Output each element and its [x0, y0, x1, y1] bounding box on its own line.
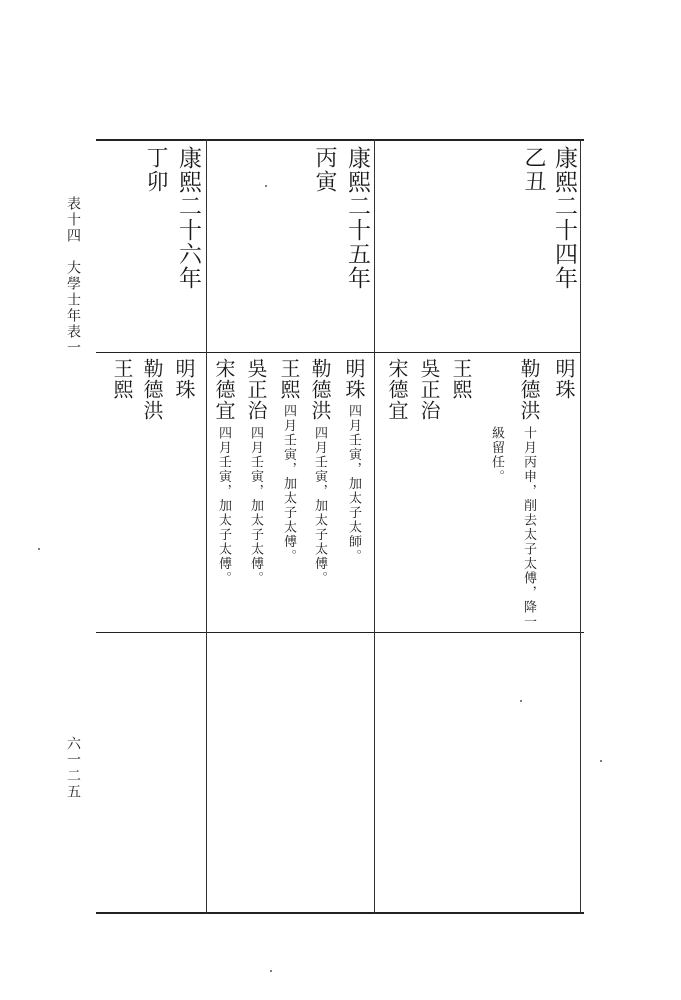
official-name: 勒德洪	[140, 358, 164, 421]
year-row-rule-2	[207, 352, 374, 353]
official-name: 吳正治	[244, 358, 268, 421]
official-note: 四月壬寅，加太子太傅。	[281, 404, 296, 564]
year-label: 康熙二十四年	[551, 146, 577, 290]
official-name: 吳正治	[417, 358, 441, 421]
year-label: 康熙二十五年	[344, 146, 370, 290]
official-name: 王熙	[449, 358, 473, 400]
official-name: 明珠	[552, 358, 576, 400]
official-note: 四月壬寅，加太子太傅。	[312, 426, 327, 586]
table-bottom-rule	[96, 912, 584, 914]
scan-speck	[270, 970, 272, 972]
scan-speck	[520, 700, 522, 702]
year-row-rule-3	[96, 352, 206, 353]
official-note-continued: 級留任。	[489, 426, 504, 484]
official-name: 王熙	[110, 358, 134, 400]
scan-speck	[600, 760, 602, 762]
official-note: 四月壬寅，加太子太傅。	[216, 426, 231, 586]
column-divider-2	[374, 139, 375, 913]
page-number: 六一二五	[65, 736, 81, 800]
ganzhi-label: 丙寅	[312, 146, 337, 194]
column-divider-1	[206, 139, 207, 913]
official-name: 王熙	[277, 358, 301, 400]
official-name: 勒德洪	[308, 358, 332, 421]
official-name: 宋德宜	[385, 358, 409, 421]
column-divider-right	[580, 139, 581, 913]
table-middle-rule	[96, 632, 584, 633]
table-top-rule	[96, 139, 584, 141]
ganzhi-label: 丁卯	[143, 146, 168, 194]
official-name: 明珠	[342, 358, 366, 400]
scan-speck	[265, 185, 267, 187]
scan-speck	[38, 548, 40, 550]
ganzhi-label: 乙丑	[521, 146, 546, 194]
year-row-rule-1	[375, 352, 580, 353]
official-note: 四月壬寅，加太子太師。	[346, 404, 361, 564]
official-name: 明珠	[172, 358, 196, 400]
official-note: 四月壬寅，加太子太傅。	[248, 426, 263, 586]
official-note: 十月丙申，削去太子太傅，降一	[521, 426, 536, 629]
official-name: 宋德宜	[212, 358, 236, 421]
table-title-margin: 表十四 大學士年表一	[65, 196, 81, 356]
year-label: 康熙二十六年	[175, 146, 201, 290]
official-name: 勒德洪	[517, 358, 541, 421]
